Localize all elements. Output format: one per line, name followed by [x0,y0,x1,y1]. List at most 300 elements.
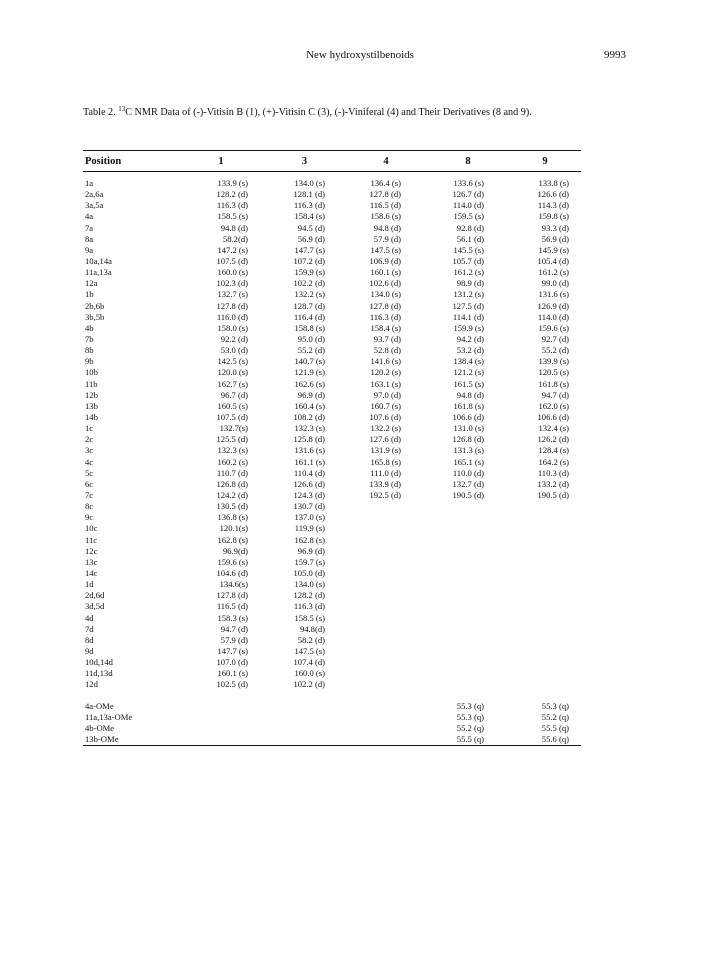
cell-compound-4: 134.0 (s) [370,289,401,300]
cell-compound-9: 126.6 (d) [537,189,569,200]
cell-compound-4 [345,624,427,635]
cell-compound-8: 55.5 (q) [427,734,509,746]
cell-compound-3: 125.8 (d) [293,434,325,445]
cell-compound-8 [427,624,509,635]
cell-compound-3: 147.7 (s) [294,244,325,255]
table-row [83,546,581,557]
cell-position: 2a,6a [85,189,104,200]
cell-compound-4: 127.8 (d) [369,300,401,311]
cell-compound-9 [509,679,581,690]
table-row [83,668,581,679]
cell-compound-1: 160.5 (s) [217,400,248,411]
cell-compound-4 [345,723,427,734]
cell-compound-8: 159.9 (s) [453,322,484,333]
cell-compound-1: 162.8 (s) [217,534,248,545]
cell-compound-3 [264,734,345,746]
cell-compound-1: 94.7 (d) [220,623,248,634]
cell-compound-8: 114.0 (d) [452,200,484,211]
cell-compound-1: 132.3 (s) [217,445,248,456]
table-row [83,200,581,211]
cell-compound-4 [345,590,427,601]
cell-compound-3: 56.9 (d) [297,233,325,244]
cell-compound-4 [345,501,427,512]
cell-compound-1: 116.3 (d) [216,200,248,211]
cell-position: 2d,6d [85,590,105,601]
cell-compound-4: 52.8 (d) [373,345,401,356]
cell-position: 3b,5b [85,311,105,322]
cell-compound-8: 133.6 (s) [453,178,484,189]
cell-compound-8 [427,568,509,579]
cell-compound-1: 96.7 (d) [220,389,248,400]
cell-compound-8 [427,579,509,590]
cell-compound-8: 161.8 (s) [453,400,484,411]
cell-compound-1: 124.2 (d) [216,490,248,500]
cell-compound-9 [509,624,581,635]
cell-compound-3 [264,712,345,723]
cell-position: 3c [85,445,94,456]
cell-compound-1: 127.8 (d) [216,590,248,601]
cell-compound-9: 110.3 (d) [537,467,569,478]
cell-compound-3: 159.9 (s) [294,267,325,278]
table-row [83,568,581,579]
cell-position: 2c [85,434,94,445]
cell-compound-1: 57.9 (d) [220,634,248,645]
cell-compound-3: 102.2 (d) [293,679,325,690]
cell-compound-3: 94.8(d) [299,623,325,634]
cell-compound-1 [178,734,264,746]
table-row [83,445,581,456]
cell-position: 4d [85,612,94,623]
cell-compound-9: 120.5 (s) [538,367,569,378]
cell-compound-1: 110.7 (d) [216,467,248,478]
cell-compound-4 [345,601,427,612]
table-row [83,345,581,356]
cell-compound-9: 131.6 (s) [538,289,569,300]
cell-compound-9: 126.9 (d) [537,300,569,311]
cell-compound-4 [345,712,427,723]
cell-compound-3: 162.6 (s) [294,378,325,389]
cell-compound-3: 128.7 (d) [293,300,325,311]
cell-compound-3: 116.4 (d) [293,311,325,322]
cell-position: 10a,14a [85,256,112,267]
cell-compound-1: 160.2 (s) [217,456,248,467]
cell-compound-1: 116.0 (d) [216,311,248,322]
cell-compound-9: 56.9 (d) [541,233,569,244]
cell-compound-1: 136.8 (s) [217,512,248,523]
cell-compound-4 [345,546,427,557]
cell-compound-8: 131.2 (s) [453,289,484,300]
cell-position: 6c [85,478,94,489]
cell-compound-1: 125.5 (d) [216,434,248,445]
cell-compound-1: 126.8 (d) [216,478,248,489]
cell-compound-3: 134.0 (s) [294,178,325,189]
cell-compound-1: 147.7 (s) [217,645,248,656]
cell-compound-3: 158.4 (s) [294,211,325,222]
cell-compound-9: 114.0 (d) [537,311,569,322]
cell-position: 10b [85,367,98,378]
table-row [83,278,581,289]
cell-compound-3: 130.7 (d) [293,501,325,512]
cell-compound-4: 94.8 (d) [373,222,401,233]
table-row [83,172,581,190]
cell-compound-8 [427,590,509,601]
cell-compound-9: 132.4 (s) [538,423,569,434]
cell-position: 3d,5d [85,601,105,612]
cell-compound-4 [345,612,427,623]
table-row [83,256,581,267]
cell-compound-9: 162.0 (s) [538,400,569,411]
table-row [83,490,581,501]
cell-compound-3: 147.5 (s) [294,645,325,656]
cell-compound-8: 55.3 (q) [456,711,484,722]
cell-position: 4c [85,456,94,467]
running-head [0,49,720,65]
cell-position: 11d,13d [85,668,113,679]
table-row [83,590,581,601]
table-row [83,356,581,367]
table-row [83,245,581,256]
cell-compound-9: 161.2 (s) [538,267,569,278]
page-number: 9993 [604,49,626,61]
cell-compound-1: 158.5 (s) [217,211,248,222]
cell-compound-1 [178,712,264,723]
cell-compound-8: 92.8 (d) [456,222,484,233]
cell-position: 14b [85,412,98,423]
cell-compound-3: 107.4 (d) [293,657,325,668]
cell-compound-4 [345,700,427,711]
cell-compound-9: 190.5 (d) [537,490,569,500]
cell-compound-1: 133.9 (s) [217,178,248,189]
cell-compound-3: 128.2 (d) [293,590,325,601]
cell-compound-1: 102.3 (d) [216,278,248,289]
cell-position: 5c [85,467,94,478]
cell-position: 2b,6b [85,300,105,311]
cell-compound-4: 132.2 (s) [370,423,401,434]
cell-compound-4: 165.8 (s) [370,456,401,467]
cell-position: 9d [85,645,94,656]
cell-compound-9 [509,501,581,512]
cell-compound-1: 132.7(s) [219,423,248,434]
cell-compound-3: 58.2 (d) [297,634,325,645]
table-row [83,434,581,445]
cell-compound-4: 102.6 (d) [369,278,401,289]
section-spacer-cell [83,690,581,700]
cell-compound-4: 106.9 (d) [369,256,401,267]
cell-compound-3: 131.6 (s) [294,445,325,456]
cell-compound-3: 95.0 (d) [297,334,325,345]
table-row [83,723,581,734]
cell-compound-1: 107.0 (d) [216,657,248,668]
cell-compound-3: 94.5 (d) [297,222,325,233]
cell-compound-8: 127.5 (d) [452,300,484,311]
cell-compound-9: 55.6 (q) [509,734,581,746]
cell-compound-3: 137.0 (s) [294,512,325,523]
cell-compound-3: 116.3 (d) [293,601,325,612]
cell-position: 11a,13a [85,267,112,278]
cell-compound-1: 53.0 (d) [220,345,248,356]
cell-compound-9 [509,546,581,557]
cell-compound-3: 160.4 (s) [294,400,325,411]
table-row [83,401,581,412]
table-row [83,512,581,523]
cell-compound-3: 96.9 (d) [297,389,325,400]
cell-compound-9: 133.2 (d) [537,478,569,489]
table-row [83,657,581,668]
cell-compound-1: 142.5 (s) [217,356,248,367]
cell-compound-3: 140.7 (s) [294,356,325,367]
cell-compound-3: 159.7 (s) [294,556,325,567]
cell-compound-3: 107.2 (d) [293,256,325,267]
cell-position: 4b-OMe [85,722,115,733]
cell-position: 9a [85,244,94,255]
cell-compound-8 [427,646,509,657]
cell-compound-4: 116.5 (d) [369,200,401,211]
cell-position: 14c [85,567,98,578]
cell-compound-3: 96.9 (d) [297,545,325,556]
cell-compound-4: 97.0 (d) [373,389,401,400]
cell-compound-9 [509,579,581,590]
table-label: Table 2. [83,107,116,118]
cell-compound-9: 105.4 (d) [537,256,569,267]
table-row [83,379,581,390]
cell-compound-9: 55.2 (q) [541,711,569,722]
cell-compound-3: 134.0 (s) [294,579,325,590]
cell-compound-1: 107.5 (d) [216,256,248,267]
cell-compound-4 [345,523,427,534]
cell-compound-8: 161.2 (s) [453,267,484,278]
cell-compound-4 [345,535,427,546]
cell-compound-1: 104.6 (d) [216,567,248,578]
cell-compound-8: 110.0 (d) [452,467,484,478]
cell-compound-4: 93.7 (d) [373,334,401,345]
cell-compound-3: 124.3 (d) [293,490,325,500]
cell-compound-4 [345,568,427,579]
cell-compound-8: 131.3 (s) [453,445,484,456]
cell-compound-8: 55.3 (q) [456,700,484,711]
cell-compound-4: 120.2 (s) [370,367,401,378]
cell-position: 4a-OMe [85,700,114,711]
cell-compound-4 [345,512,427,523]
cell-compound-9 [509,512,581,523]
cell-compound-8 [427,679,509,690]
cell-compound-4 [345,646,427,657]
table-row [83,423,581,434]
cell-compound-4: 131.9 (s) [370,445,401,456]
table-row [83,412,581,423]
cell-compound-8 [427,557,509,568]
cell-compound-9: 55.3 (q) [541,700,569,711]
table-row [83,712,581,723]
cell-compound-3: 105.0 (d) [293,567,325,578]
table-row [83,635,581,646]
header-compound-1: 1 [218,155,224,167]
cell-position: 10d,14d [85,657,113,668]
cell-position: 7a [85,222,94,233]
cell-compound-4 [345,668,427,679]
cell-position: 11a,13a-OMe [85,711,133,722]
cell-compound-4: 133.9 (d) [369,478,401,489]
cell-position: 11b [85,378,98,389]
cell-compound-8: 114.1 (d) [452,311,484,322]
cell-compound-8: 159.5 (s) [453,211,484,222]
cell-compound-1 [178,700,264,711]
cell-compound-9: 145.9 (s) [538,244,569,255]
cell-compound-9: 139.9 (s) [538,356,569,367]
cell-compound-1: 94.8 (d) [220,222,248,233]
table-row [83,323,581,334]
cell-compound-8: 105.7 (d) [452,256,484,267]
table-row [83,679,581,690]
header-compound-8: 8 [465,155,471,167]
table-row [83,734,581,746]
cell-compound-3: 158.8 (s) [294,322,325,333]
cell-compound-9 [509,535,581,546]
cell-compound-3: 119.9 (s) [294,523,325,534]
cell-compound-4 [345,657,427,668]
table-row [83,700,581,711]
cell-compound-1: 160.0 (s) [217,267,248,278]
cell-compound-9 [509,601,581,612]
cell-compound-1: 127.8 (d) [216,300,248,311]
cell-compound-9: 159.6 (s) [538,322,569,333]
cell-compound-1: 158.3 (s) [217,612,248,623]
cell-position: 13b-OMe [83,734,178,746]
cell-compound-9: 99.0 (d) [541,278,569,289]
cell-compound-4: 192.5 (d) [369,490,401,500]
table-row [83,390,581,401]
cell-compound-4: 111.0 (d) [370,467,401,478]
table-row [83,501,581,512]
cell-compound-4: 160.1 (s) [370,267,401,278]
cell-compound-8: 145.5 (s) [453,244,484,255]
table-caption [83,105,532,118]
cell-compound-8: 190.5 (d) [452,490,484,500]
cell-compound-8 [427,523,509,534]
table-row [83,457,581,468]
cell-position: 7b [85,334,94,345]
cell-compound-8: 53.2 (d) [456,345,484,356]
cell-compound-3: 126.6 (d) [293,478,325,489]
table-row [83,301,581,312]
cell-compound-9: 133.8 (s) [538,178,569,189]
cell-compound-1: 92.2 (d) [220,334,248,345]
table-row [83,367,581,378]
cell-compound-9 [509,612,581,623]
header-position: Position [85,155,122,167]
cell-compound-9: 93.3 (d) [541,222,569,233]
cell-position: 7c [85,490,94,500]
header-compound-4: 4 [383,155,389,167]
cell-compound-4: 57.9 (d) [373,233,401,244]
cell-compound-9: 161.8 (s) [538,378,569,389]
table-row [83,234,581,245]
cell-compound-4: 158.4 (s) [370,322,401,333]
cell-compound-3: 160.0 (s) [294,668,325,679]
cell-compound-8 [427,668,509,679]
cell-compound-3: 121.9 (s) [294,367,325,378]
cell-position: 11c [85,534,98,545]
cell-compound-9 [509,635,581,646]
cell-compound-8 [427,612,509,623]
cell-compound-8: 131.0 (s) [453,423,484,434]
cell-compound-1: 134.6(s) [219,579,248,590]
cell-compound-8: 165.1 (s) [453,456,484,467]
cell-compound-8: 56.1 (d) [456,233,484,244]
table-body [83,172,581,746]
cell-compound-8: 132.7 (d) [452,478,484,489]
cell-compound-1: 159.6 (s) [217,556,248,567]
cell-compound-4 [345,679,427,690]
table-row [83,612,581,623]
cell-position: 9b [85,356,94,367]
cell-position: 12b [85,389,98,400]
cell-compound-8: 138.4 (s) [453,356,484,367]
table-row [83,289,581,300]
cell-position: 13b [85,400,98,411]
cell-compound-4: 107.6 (d) [369,412,401,423]
table-row [83,557,581,568]
cell-compound-8 [427,535,509,546]
cell-compound-3: 102.2 (d) [293,278,325,289]
cell-compound-9 [509,646,581,657]
cell-compound-4: 136.4 (s) [370,178,401,189]
cell-compound-9 [509,668,581,679]
cell-compound-8 [427,635,509,646]
cell-compound-1: 162.7 (s) [217,378,248,389]
cell-compound-8: 106.6 (d) [452,412,484,423]
cell-compound-4: 163.1 (s) [370,378,401,389]
cell-compound-8: 98.9 (d) [456,278,484,289]
cell-compound-4 [345,557,427,568]
cell-compound-1: 96.9(d) [222,545,248,556]
cell-compound-3 [264,700,345,711]
table-row [83,468,581,479]
table-row [83,646,581,657]
cell-compound-8 [427,657,509,668]
cell-compound-1: 147.2 (s) [217,244,248,255]
cell-compound-3: 162.8 (s) [294,534,325,545]
cell-compound-1 [178,723,264,734]
cell-compound-3: 132.2 (s) [294,289,325,300]
cell-compound-9: 94.7 (d) [541,389,569,400]
cell-compound-4: 160.7 (s) [370,400,401,411]
running-title: New hydroxystilbenoids [306,49,414,61]
cell-compound-4: 127.6 (d) [369,434,401,445]
cell-compound-9: 55.5 (q) [541,722,569,733]
cell-compound-9 [509,557,581,568]
header-compound-9: 9 [542,155,548,167]
cell-compound-3: 161.1 (s) [294,456,325,467]
table-row [83,312,581,323]
cell-compound-9: 159.8 (s) [538,211,569,222]
cell-compound-9: 164.2 (s) [538,456,569,467]
cell-compound-8 [427,546,509,557]
cell-position: 12d [85,679,98,690]
cell-compound-9 [509,568,581,579]
cell-compound-1: 160.1 (s) [217,668,248,679]
table-row [83,601,581,612]
cell-compound-1: 128.2 (d) [216,189,248,200]
cell-compound-4: 116.3 (d) [369,311,401,322]
cell-compound-1: 102.5 (d) [216,679,248,690]
table-row [83,523,581,534]
cell-compound-9 [509,523,581,534]
cell-compound-1: 130.5 (d) [216,501,248,512]
cell-compound-3: 116.3 (d) [293,200,325,211]
cell-compound-8: 94.2 (d) [456,334,484,345]
table-row [83,624,581,635]
cell-position: 8a [85,233,94,244]
